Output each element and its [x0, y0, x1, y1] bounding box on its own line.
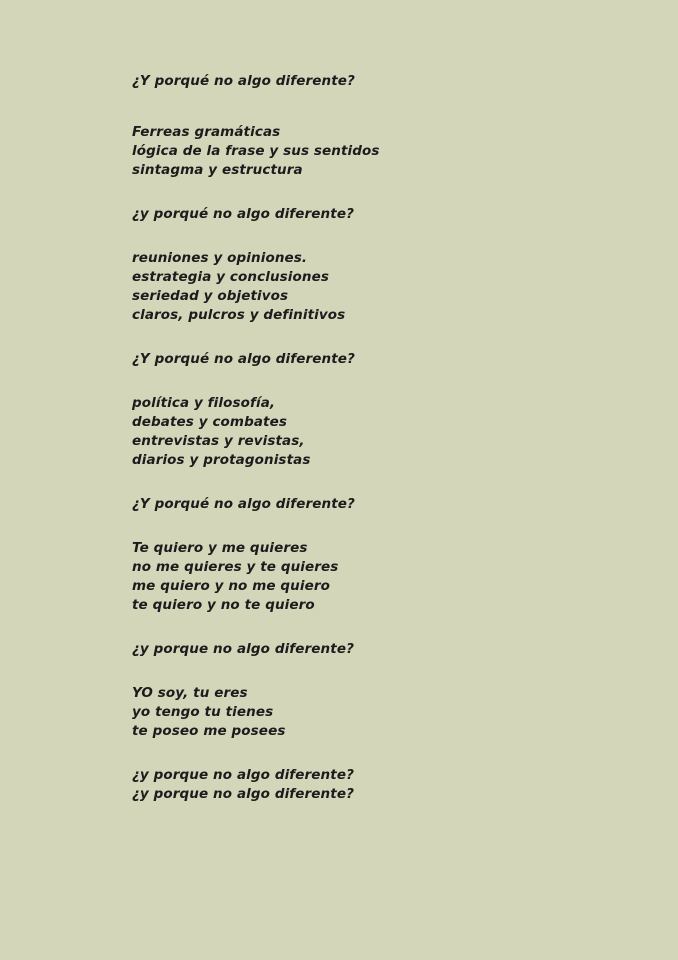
- stanza: [132, 766, 602, 804]
- poem-body: [132, 72, 602, 829]
- stanza: [132, 350, 602, 369]
- poem-line: sintagma y estructura: [132, 162, 303, 178]
- poem-line: política y filosofía,: [132, 395, 276, 411]
- poem-line: reuniones y opiniones.: [132, 250, 308, 266]
- poem-line: diarios y protagonistas: [132, 452, 311, 468]
- poem-line: te quiero y no te quiero: [132, 597, 315, 613]
- poem-line: ¿y porque no algo diferente?: [132, 641, 355, 657]
- poem-line: me quiero y no me quiero: [132, 578, 331, 594]
- poem-line: no me quieres y te quieres: [132, 559, 339, 575]
- poem-line: ¿y porque no algo diferente?: [132, 767, 355, 783]
- poem-line: te poseo me posees: [132, 723, 286, 739]
- poem-line: ¿Y porqué no algo diferente?: [132, 73, 355, 89]
- poem-line: ¿y porqué no algo diferente?: [132, 206, 355, 222]
- poem-line: YO soy, tu eres: [132, 685, 248, 701]
- stanza: [132, 684, 602, 741]
- poem-line: ¿Y porqué no algo diferente?: [132, 351, 355, 367]
- poem-line: ¿y porque no algo diferente?: [132, 786, 355, 802]
- poem-line: ¿Y porqué no algo diferente?: [132, 496, 355, 512]
- poem-line: estrategia y conclusiones: [132, 269, 329, 285]
- poem-line: Ferreas gramáticas: [132, 124, 281, 140]
- poem-line: debates y combates: [132, 414, 287, 430]
- poem-line: seriedad y objetivos: [132, 288, 289, 304]
- poem-line: claros, pulcros y definitivos: [132, 307, 346, 323]
- stanza: [132, 123, 602, 180]
- poem-line: yo tengo tu tienes: [132, 704, 274, 720]
- stanza: [132, 72, 602, 91]
- stanza: [132, 249, 602, 325]
- stanza: [132, 539, 602, 615]
- poem-line: entrevistas y revistas,: [132, 433, 305, 449]
- poem-line: lógica de la frase y sus sentidos: [132, 143, 380, 159]
- stanza: [132, 205, 602, 224]
- stanza: [132, 640, 602, 659]
- stanza: [132, 394, 602, 470]
- stanza: [132, 495, 602, 514]
- poem-line: Te quiero y me quieres: [132, 540, 308, 556]
